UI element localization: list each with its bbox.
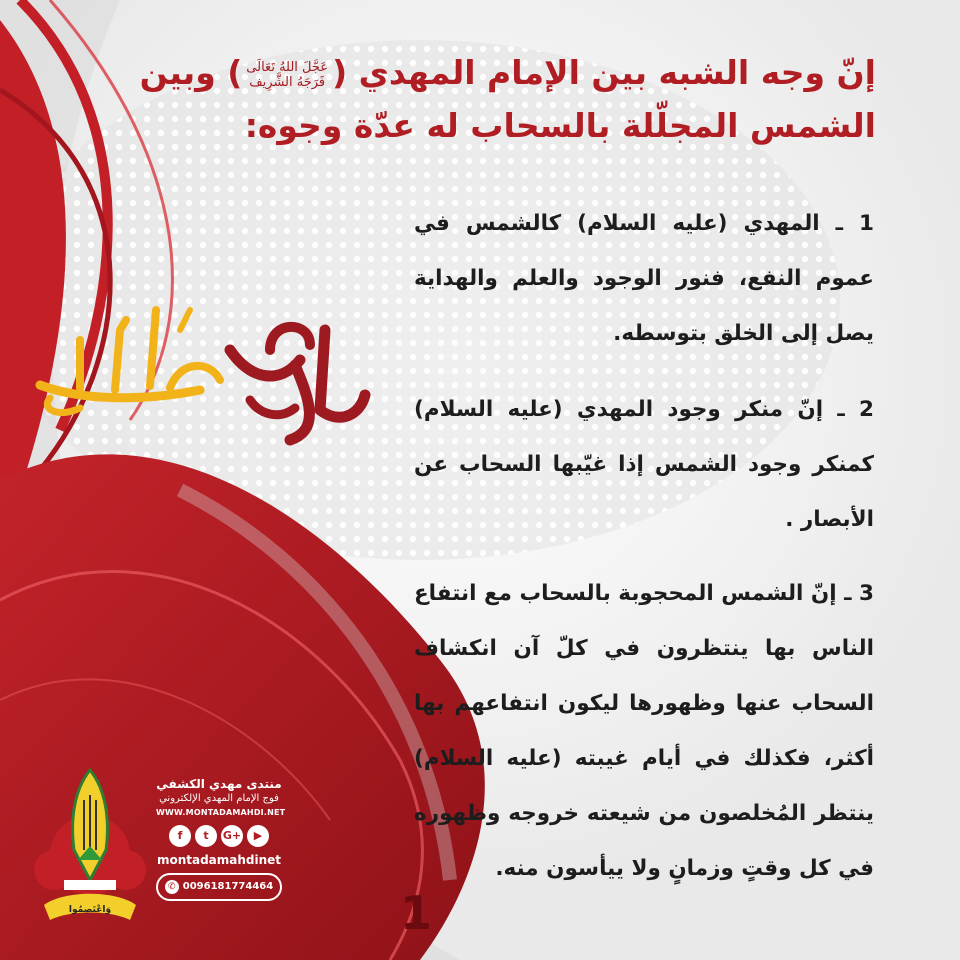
scout-emblem-logo — [34, 760, 146, 930]
phone-badge[interactable] — [156, 873, 282, 901]
page-number: 1 — [400, 886, 433, 940]
point-1: 1 ـ المهدي (عليه السلام) كالشمس في عموم النفع، فنور الوجود والعلم والهداية يصل إلى الخلق بتوسطه. — [414, 211, 874, 346]
youtube-icon[interactable]: ▶ — [247, 825, 269, 847]
website-link[interactable]: WWW.MONTADAMAHDI.NET — [156, 808, 286, 817]
svg-text:وَاعْتَصِمُوا: وَاعْتَصِمُوا — [68, 905, 112, 915]
twitter-icon[interactable]: t — [195, 825, 217, 847]
phone-number: 0096181774464 — [182, 881, 274, 892]
social-icons — [156, 825, 282, 847]
org-subtitle: فوج الإمام المهدي الإلكتروني — [159, 793, 279, 804]
title-line1-end: ) وبين — [139, 53, 243, 92]
googleplus-icon[interactable]: G+ — [221, 825, 243, 847]
social-handle[interactable]: montadamahdinet — [156, 853, 282, 867]
title-line2: الشمس المجلّلة بالسحاب له عدّة وجوه: — [244, 106, 876, 145]
org-name: منتدى مهدي الكشفي — [156, 777, 282, 791]
phone-icon: ✆ — [165, 880, 179, 894]
page-title — [136, 46, 876, 152]
honorific-mark: عَجَّلَ اللهُ تَعَالَى فَرَجَهُ الشَّرِيف — [246, 59, 329, 90]
title-line1: إنّ وجه الشبه بين الإمام المهدي ( — [332, 53, 876, 92]
calligraphy-logo — [20, 290, 380, 460]
facebook-icon[interactable]: f — [169, 825, 191, 847]
footer-info — [156, 776, 286, 901]
point-2: 2 ـ إنّ منكر وجود المهدي (عليه السلام) كمنكر وجود الشمس إذا غيّبها السحاب عن الأبصار . — [414, 397, 874, 532]
point-3: 3 ـ إنّ الشمس المحجوبة بالسحاب مع انتفاع الناس بها ينتظرون في كلّ آن انكشاف السحاب عنها وظهورها ليكون انتفاعهم بها أكثر، فكذلك في أيام غيبته (عليه السلام) ينتظر المُخلصون من شيعته خروجه وظهوره في كل وقتٍ وزمانٍ ولا ييأسون منه. — [414, 581, 874, 881]
